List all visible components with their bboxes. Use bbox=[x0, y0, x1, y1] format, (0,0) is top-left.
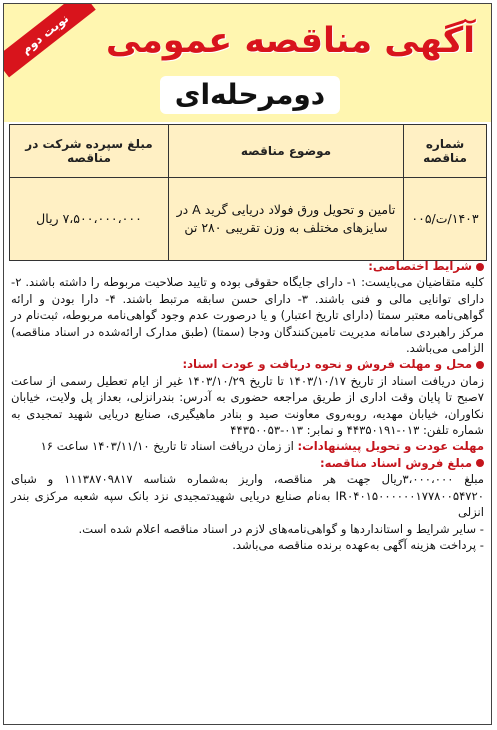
conditions-heading: شرایط اختصاصی: bbox=[11, 258, 484, 274]
round-ribbon: نوبت دوم bbox=[3, 3, 96, 77]
bullet-icon bbox=[476, 361, 484, 369]
price-heading: مبلغ فروش اسناد مناقصه: bbox=[11, 455, 484, 471]
tender-subject: تامین و تحویل ورق فولاد دریایی گرید A در سایزهای مختلف به وزن تقریبی ۲۸۰ تن bbox=[169, 178, 404, 261]
tender-notice bbox=[3, 3, 492, 725]
price-line-3: - پرداخت هزینه آگهی به‌عهده برنده مناقصه می‌باشد. bbox=[232, 537, 484, 552]
notice-header bbox=[4, 4, 491, 122]
header-deposit: مبلغ سپرده شرکت در مناقصه bbox=[10, 125, 169, 178]
price-line-2: - سایر شرایط و استانداردها و گواهی‌نامه‌های لازم در اسناد مناقصه اعلام شده است. bbox=[78, 521, 484, 536]
bullet-icon bbox=[476, 263, 484, 271]
table-row bbox=[10, 178, 487, 261]
bullet-icon bbox=[476, 459, 484, 467]
deadline-label: مهلت عودت و تحویل پیشنهادات: bbox=[297, 439, 484, 454]
tender-table bbox=[9, 124, 487, 261]
header-tender-number: شماره مناقصه bbox=[404, 125, 487, 178]
place-text: زمان دریافت اسناد از تاریخ ۱۴۰۳/۱۰/۱۷ تا تاریخ ۱۴۰۳/۱۰/۲۹ غیر از ایام تعطیل رسمی از ساعت ۷صبح تا پایان وقت اداری از طریق مراجعه حضوری به آدرس: بندرانزلی، بعداز پل ولایت، خیابان نکاوران، خیابان مهدیه، روبه‌روی معاونت صید و بنادر ماهیگیری، صنایع دریایی شهید تمجیدی به شماره تلفن: ۰۱۳-۴۴۳۵۰۱۹۱ و نمابر: ۰۱۳-۴۴۳۵۰۰۵۳ bbox=[11, 373, 484, 438]
deadline-text bbox=[11, 438, 484, 454]
notice-body bbox=[11, 258, 484, 553]
header-tender-subject: موضوع مناقصه bbox=[169, 125, 404, 178]
place-heading: محل و مهلت فروش و نحوه دریافت و عودت اسناد: bbox=[11, 356, 484, 372]
price-line-1: مبلغ ۳،۰۰۰،۰۰۰ریال جهت هر مناقصه، واریز به‌شماره شناسه ۱۱۱۳۸۷۰۹۸۱۷ و شبای IR۰۴۰۱۵۰۰۰۰۰۰۱۷۷۸۰۰۵۴۷۲۰ به‌نام صنایع دریایی شهیدتمجیدی نزد بانک سپه شعبه مرکزی بندر انزلی bbox=[11, 472, 485, 520]
tender-number: ۱۴۰۳/ت/۰۰۵ bbox=[404, 178, 487, 261]
conditions-text: کلیه متقاضیان می‌بایست: ۱- دارای جایگاه حقوقی بوده و تایید صلاحیت مربوطه را داشته باشند. ۲- دارای توانایی مالی و فنی باشند. ۳- دارای حسن سابقه مرتبط باشند. ۴- دارا بودن و ارائه گواهی‌نامه معتبر سمتا (دارای تاریخ اعتبار) و یا درصورت عدم وجود گواهی‌نامه مربوطه، ثبت‌نام در مرکز راهبردی سامانه مدیریت تامین‌کنندگان ودجا (سمتا) (طبق مدارک ارائه‌شده در اسناد مناقصه) الزامی می‌باشد. bbox=[11, 275, 485, 356]
notice-subtitle: دومرحله‌ای bbox=[160, 76, 340, 114]
notice-title: آگهی مناقصه عمومی bbox=[105, 21, 476, 61]
deadline-value: از زمان دریافت اسناد تا تاریخ ۱۴۰۳/۱۱/۱۰ ساعت ۱۶ bbox=[40, 439, 294, 454]
tender-deposit: ۷،۵۰۰،۰۰۰،۰۰۰ ریال bbox=[10, 178, 169, 261]
